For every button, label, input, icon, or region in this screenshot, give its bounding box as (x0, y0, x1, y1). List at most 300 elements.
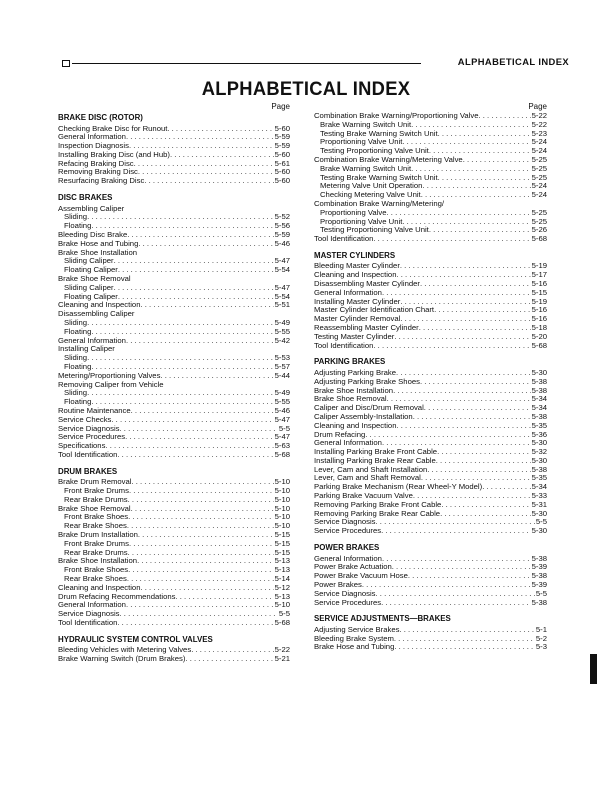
dot-leader (131, 478, 273, 487)
dot-leader (87, 319, 274, 328)
entry-label: Routine Maintenance (58, 405, 131, 415)
section-heading: HYDRAULIC SYSTEM CONTROL VALVES (58, 634, 213, 644)
entry-page-number: 5-57 (274, 361, 290, 371)
dot-leader (381, 599, 531, 608)
entry-page-number: 5-18 (531, 323, 547, 333)
dot-leader (399, 626, 534, 635)
entry-page-number: 5-44 (274, 370, 290, 380)
entry-label: Sliding Caliper (64, 282, 114, 292)
section-heading: DRUM BRAKES (58, 466, 118, 476)
entry-label: Cleaning and Inspection (314, 270, 397, 280)
entry-page-number: 5-35 (531, 473, 547, 483)
entry-label: Testing Master Cylinder (314, 331, 395, 341)
entry-page-number: 5-59 (274, 141, 290, 151)
entry-page-number: 5-22 (274, 645, 290, 655)
entry-page-number: 5-35 (531, 420, 547, 430)
entry-label: Service Checks (58, 414, 112, 424)
dot-leader (362, 581, 531, 590)
dot-leader (114, 257, 274, 266)
entry-label: Rear Brake Shoes (64, 521, 127, 531)
entry-label: Removing Parking Brake Rear Cable (314, 508, 441, 518)
entry-label: Checking Brake Disc for Runout (58, 123, 168, 133)
entry-page-number: 5-47 (274, 256, 290, 266)
entry-label: Bleeding Vehicles with Metering Valves (58, 645, 192, 655)
entry-page-number: 5-61 (274, 158, 290, 168)
entry-page-number: 5-30 (531, 508, 547, 518)
entry-page-number: 5-25 (531, 163, 547, 173)
dot-leader (128, 496, 274, 505)
dot-leader (128, 566, 274, 575)
entry-page-number: 5-60 (274, 123, 290, 133)
section-heading: SERVICE ADJUSTMENTS—BRAKES (314, 614, 451, 624)
entry-label: Assembling Caliper (58, 203, 125, 213)
entry-page-number: 5-1 (535, 624, 547, 634)
entry-page-number: 5-51 (274, 300, 290, 310)
entry-label: Proportioning Valve Unit (320, 137, 403, 147)
dot-leader (365, 431, 530, 440)
dot-leader (408, 572, 531, 581)
entry-label: Floating (64, 361, 92, 371)
index-entry (314, 643, 547, 652)
index-entry (58, 381, 290, 390)
entry-page-number: 5-19 (531, 261, 547, 271)
dot-leader (419, 324, 531, 333)
section-tab-marker (590, 654, 597, 684)
entry-label: Tool Identification (58, 449, 118, 459)
dot-leader (420, 378, 531, 387)
dot-leader (167, 125, 273, 134)
entry-page-number: 5-25 (531, 154, 547, 164)
entry-label: Cleaning and Inspection (314, 420, 397, 430)
entry-page-number: 5-10 (274, 494, 290, 504)
page-column-label: Page (271, 102, 290, 111)
entry-label: Sliding (64, 317, 88, 327)
dot-leader (117, 619, 273, 628)
entry-page-number: 5-5 (535, 517, 547, 527)
entry-page-number: 5-16 (531, 279, 547, 289)
dot-leader (400, 262, 531, 271)
dot-leader (176, 593, 274, 602)
entry-label: Caliper Assembly-Installation (314, 411, 413, 421)
entry-label: Tool Identification (314, 340, 374, 350)
entry-label: Service Procedures (314, 597, 382, 607)
index-entry (58, 619, 290, 628)
entry-page-number: 5-46 (274, 405, 290, 415)
entry-label: Tool Identification (58, 617, 118, 627)
entry-page-number: 5-38 (531, 571, 547, 581)
entry-page-number: 5-15 (274, 529, 290, 539)
dot-leader (120, 425, 278, 434)
dot-leader (382, 555, 531, 564)
entry-page-number: 5-38 (531, 597, 547, 607)
dot-leader (400, 315, 530, 324)
entry-label: Parking Brake Mechanism (Rear Wheel-Y Model) (314, 482, 483, 492)
entry-page-number: 5-10 (274, 477, 290, 487)
dot-leader (438, 174, 531, 183)
entry-label: Service Procedures (58, 432, 126, 442)
dot-leader (87, 213, 274, 222)
dot-leader (126, 133, 274, 142)
dot-leader (129, 540, 274, 549)
entry-page-number: 5-15 (274, 538, 290, 548)
dot-leader (437, 448, 531, 457)
entry-page-number: 5-30 (531, 526, 547, 536)
entry-label: Power Brake Vacuum Hose (314, 571, 408, 581)
dot-leader (397, 422, 531, 431)
dot-leader (105, 442, 273, 451)
dot-leader (120, 610, 278, 619)
dot-leader (170, 151, 274, 160)
entry-page-number: 5-30 (531, 438, 547, 448)
entry-page-number: 5-25 (531, 207, 547, 217)
dot-leader (127, 231, 273, 240)
entry-page-number: 5-52 (274, 212, 290, 222)
entry-page-number: 5-2 (535, 633, 547, 643)
entry-page-number: 5-12 (274, 582, 290, 592)
entry-page-number: 5-22 (531, 119, 547, 129)
entry-page-number: 5-33 (531, 491, 547, 501)
dot-leader (394, 643, 535, 652)
dot-leader (441, 501, 530, 510)
entry-page-number: 5-59 (274, 132, 290, 142)
entry-label: Combination Brake Warning/Metering/ (314, 198, 445, 208)
entry-page-number: 5-39 (531, 579, 547, 589)
entry-page-number: 5-25 (531, 216, 547, 226)
entry-label: Proportioning Valve Unit (320, 216, 403, 226)
dot-leader (191, 646, 273, 655)
entry-page-number: 5-24 (531, 137, 547, 147)
dot-leader (131, 505, 274, 514)
entry-label: Installing Parking Brake Rear Cable (314, 455, 436, 465)
entry-page-number: 5-36 (531, 429, 547, 439)
entry-label: General Information (314, 287, 382, 297)
entry-label: Brake Drum Removal (58, 477, 132, 487)
entry-label: Resurfacing Braking Disc (58, 176, 145, 186)
entry-label: Floating (64, 397, 92, 407)
entry-label: Service Procedures (314, 526, 382, 536)
entry-label: Caliper and Disc/Drum Removal (314, 403, 424, 413)
running-title: ALPHABETICAL INDEX (457, 56, 569, 67)
entry-label: Floating (64, 326, 92, 336)
index-entry (58, 655, 290, 664)
entry-label: Specifications (58, 441, 106, 451)
entry-page-number: 5-59 (274, 229, 290, 239)
dot-leader (413, 413, 531, 422)
index-entry (58, 389, 290, 398)
entry-page-number: 5-17 (531, 270, 547, 280)
entry-page-number: 5-46 (274, 238, 290, 248)
entry-page-number: 5-42 (274, 335, 290, 345)
entry-page-number: 5-34 (531, 403, 547, 413)
entry-label: Brake Drum Installation (58, 529, 138, 539)
entry-label: Adjusting Parking Brake (314, 367, 397, 377)
entry-page-number: 5-63 (274, 441, 290, 451)
entry-page-number: 5-16 (531, 305, 547, 315)
page-title: ALPHABETICAL INDEX (201, 78, 411, 100)
entry-label: Combination Brake Warning/Metering Valve (314, 154, 463, 164)
dot-leader (392, 563, 531, 572)
dot-leader (129, 487, 274, 496)
entry-label: Tool Identification (314, 234, 374, 244)
entry-label: Adjusting Parking Brake Shoes (314, 376, 420, 386)
dot-leader (393, 387, 531, 396)
entry-label: Floating Caliper (64, 265, 118, 275)
entry-label: Removing Parking Brake Front Cable (314, 499, 442, 509)
entry-page-number: 5-24 (531, 146, 547, 156)
dot-leader (422, 182, 530, 191)
entry-label: Testing Proportioning Valve Unit (320, 225, 429, 235)
dot-leader (126, 337, 274, 346)
entry-page-number: 5-5 (278, 423, 290, 433)
section-heading: MASTER CYLINDERS (314, 250, 396, 260)
entry-label: Floating Caliper (64, 291, 118, 301)
entry-page-number: 5-15 (531, 287, 547, 297)
entry-label: Metering/Proportioning Valves (58, 370, 161, 380)
entry-label: Sliding (64, 353, 88, 363)
dot-leader (117, 451, 273, 460)
entry-label: Checking Metering Valve Unit (320, 190, 421, 200)
entry-label: Front Brake Drums (64, 538, 129, 548)
dot-leader (440, 510, 531, 519)
entry-label: Service Diagnosis (58, 423, 120, 433)
dot-leader (138, 531, 274, 540)
dot-leader (118, 266, 274, 275)
entry-label: Brake Warning Switch Unit (320, 119, 412, 129)
dot-leader (373, 235, 530, 244)
entry-page-number: 5-34 (531, 482, 547, 492)
index-entry (314, 342, 547, 351)
dot-leader (126, 601, 274, 610)
index-entry (58, 451, 290, 460)
entry-page-number: 5-14 (274, 573, 290, 583)
entry-label: Lever, Cam and Shaft Removal (314, 473, 421, 483)
index-entry (58, 177, 290, 186)
dot-leader (463, 156, 531, 165)
dot-leader (127, 575, 274, 584)
dot-leader (394, 333, 530, 342)
dot-leader (127, 522, 274, 531)
entry-page-number: 5-15 (274, 547, 290, 557)
dot-leader (434, 306, 531, 315)
dot-leader (87, 354, 274, 363)
entry-label: Inspection Diagnosis (58, 141, 129, 151)
dot-leader (420, 280, 531, 289)
dot-leader (185, 655, 273, 664)
entry-page-number: 5-47 (274, 432, 290, 442)
entry-label: Brake Shoe Removal (58, 503, 131, 513)
entry-page-number: 5-54 (274, 265, 290, 275)
entry-page-number: 5-38 (531, 553, 547, 563)
entry-page-number: 5-16 (531, 314, 547, 324)
dot-leader (111, 416, 273, 425)
index-entry (58, 354, 290, 363)
dot-leader (138, 168, 274, 177)
entry-label: Drum Refacing Recommendations (58, 591, 176, 601)
entry-label: Brake Warning Switch Unit (320, 163, 412, 173)
page-header (62, 56, 569, 70)
entry-page-number: 5-54 (274, 291, 290, 301)
dot-leader (144, 177, 273, 186)
index-entry (314, 235, 547, 244)
dot-leader (118, 293, 274, 302)
entry-label: Bleeding Master Cylinder (314, 261, 400, 271)
dot-leader (131, 407, 274, 416)
entry-label: Front Brake Shoes (64, 512, 129, 522)
dot-leader (382, 289, 531, 298)
entry-label: Parking Brake Vacuum Valve (314, 491, 413, 501)
entry-label: Front Brake Drums (64, 485, 129, 495)
entry-page-number: 5-19 (531, 296, 547, 306)
entry-label: Testing Proportioning Valve Unit (320, 146, 429, 156)
entry-label: Cleaning and Inspection (58, 582, 141, 592)
entry-page-number: 5-32 (531, 447, 547, 457)
entry-label: Testing Brake Warning Switch Unit (320, 172, 438, 182)
right-column (314, 102, 547, 652)
entry-label: General Information (314, 438, 382, 448)
entry-label: Sliding (64, 388, 88, 398)
entry-page-number: 5-13 (274, 565, 290, 575)
entry-page-number: 5-23 (531, 128, 547, 138)
entry-page-number: 5-21 (274, 654, 290, 664)
entry-label: General Information (58, 600, 126, 610)
entry-label: Installing Parking Brake Front Cable (314, 447, 438, 457)
section-heading: POWER BRAKES (314, 543, 380, 553)
dot-leader (160, 372, 273, 381)
entry-label: Brake Shoe Installation (58, 247, 138, 257)
entry-label: Master Cylinder Identification Chart (314, 305, 435, 315)
entry-label: Brake Hose and Tubing (58, 238, 139, 248)
entry-page-number: 5-38 (531, 464, 547, 474)
entry-page-number: 5-47 (274, 414, 290, 424)
entry-page-number: 5-53 (274, 353, 290, 363)
entry-label: Installing Caliper (58, 344, 115, 354)
entry-page-number: 5-60 (274, 149, 290, 159)
entry-label: Front Brake Shoes (64, 565, 129, 575)
entry-label: Service Diagnosis (314, 517, 376, 527)
entry-page-number: 5-38 (531, 411, 547, 421)
entry-page-number: 5-31 (531, 499, 547, 509)
entry-label: Floating (64, 221, 92, 231)
entry-page-number: 5-38 (531, 385, 547, 395)
entry-page-number: 5-47 (274, 282, 290, 292)
entry-label: Combination Brake Warning/Proportioning Valve (314, 111, 479, 120)
entry-page-number: 5-10 (274, 485, 290, 495)
entry-page-number: 5-68 (531, 340, 547, 350)
entry-page-number: 5-68 (531, 234, 547, 244)
entry-page-number: 5-10 (274, 521, 290, 531)
entry-page-number: 5-56 (274, 221, 290, 231)
entry-label: Refacing Braking Disc (58, 158, 134, 168)
entry-page-number: 5-60 (274, 167, 290, 177)
entry-label: Brake Shoe Removal (314, 394, 387, 404)
entry-label: General Information (58, 335, 126, 345)
dot-leader (479, 112, 531, 121)
section-heading: DISC BRAKES (58, 193, 113, 203)
dot-leader (373, 342, 530, 351)
dot-leader (394, 635, 535, 644)
entry-label: Service Diagnosis (58, 609, 120, 619)
header-rule (72, 63, 421, 64)
entry-label: Proportioning Valve (320, 207, 387, 217)
section-heading: BRAKE DISC (ROTOR) (58, 113, 143, 122)
entry-page-number: 5-30 (531, 455, 547, 465)
entry-label: Disassembling Master Cylinder (314, 279, 420, 289)
entry-label: Disassembling Caliper (58, 309, 135, 319)
entry-page-number: 5-13 (274, 591, 290, 601)
index-entry (58, 310, 290, 319)
entry-page-number: 5-25 (531, 172, 547, 182)
entry-label: Testing Brake Warning Switch Unit (320, 128, 438, 138)
index-entry (58, 213, 290, 222)
entry-page-number: 5-22 (531, 111, 547, 120)
entry-label: General Information (314, 553, 382, 563)
dot-leader (114, 284, 274, 293)
entry-label: Brake Shoe Installation (314, 385, 394, 395)
index-entry (58, 345, 290, 354)
entry-label: Adjusting Service Brakes (314, 624, 400, 634)
entry-page-number: 5-30 (531, 367, 547, 377)
entry-page-number: 5-24 (531, 181, 547, 191)
entry-label: Bleeding Disc Brake (58, 229, 128, 239)
entry-label: Master Cylinder Removal (314, 314, 401, 324)
entry-label: Service Diagnosis (314, 588, 376, 598)
entry-label: Power Brake Actuation (314, 562, 392, 572)
entry-label: Lever, Cam and Shaft Installation (314, 464, 428, 474)
entry-label: Reassembling Master Cylinder (314, 323, 419, 333)
entry-page-number: 5-68 (274, 617, 290, 627)
dot-leader (134, 160, 274, 169)
entry-page-number: 5-68 (274, 449, 290, 459)
entry-page-number: 5-20 (531, 331, 547, 341)
index-entry (58, 205, 290, 214)
dot-leader (427, 466, 530, 475)
entry-label: Brake Warning Switch (Drum Brakes) (58, 654, 186, 664)
entry-page-number: 5-3 (535, 642, 547, 652)
dot-leader (429, 226, 531, 235)
entry-page-number: 5-49 (274, 388, 290, 398)
entry-label: Rear Brake Shoes (64, 573, 127, 583)
entry-label: Bleeding Brake System (314, 633, 394, 643)
entry-label: Metering Valve Unit Operation (320, 181, 423, 191)
index-entry (314, 527, 547, 536)
entry-page-number: 5-34 (531, 394, 547, 404)
entry-page-number: 5-55 (274, 397, 290, 407)
dot-leader (482, 483, 530, 492)
left-column (58, 102, 290, 664)
index-entry (314, 599, 547, 608)
header-box-mark (62, 60, 70, 67)
dot-leader (376, 518, 535, 527)
entry-label: Cleaning and Inspection (58, 300, 141, 310)
dot-leader (141, 301, 274, 310)
entry-label: Installing Braking Disc (and Hub) (58, 149, 170, 159)
entry-label: Brake Shoe Removal (58, 273, 131, 283)
entry-label: Brake Shoe Installation (58, 556, 138, 566)
entry-page-number: 5-60 (274, 176, 290, 186)
entry-label: Rear Brake Drums (64, 547, 128, 557)
dot-leader (387, 209, 531, 218)
page-column-label: Page (528, 102, 547, 111)
entry-label: Rear Brake Drums (64, 494, 128, 504)
dot-leader (381, 527, 531, 536)
entry-label: Sliding Caliper (64, 256, 114, 266)
dot-leader (138, 240, 273, 249)
dot-leader (438, 130, 531, 139)
dot-leader (424, 404, 531, 413)
section-heading: PARKING BRAKES (314, 357, 386, 367)
entry-label: Sliding (64, 212, 88, 222)
index-entry (58, 319, 290, 328)
